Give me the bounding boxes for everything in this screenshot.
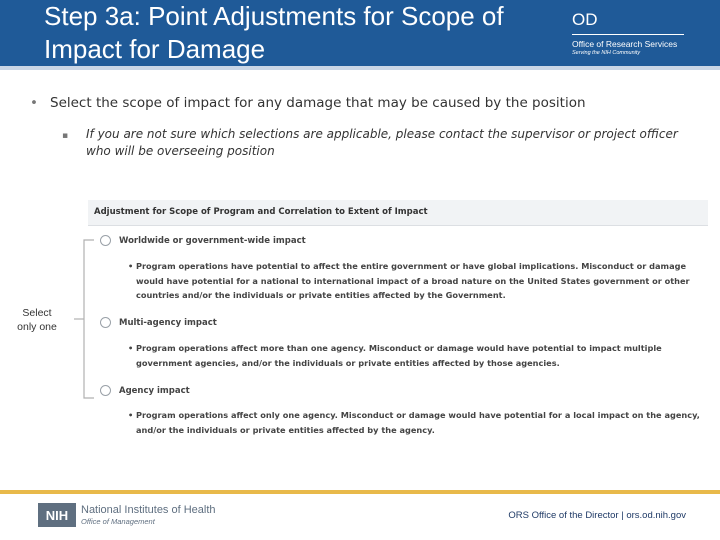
- ors-logo-tagline: Serving the NIH Community: [572, 50, 641, 56]
- bullet-square-icon: ▪: [62, 131, 69, 141]
- slide-title: Step 3a: Point Adjustments for Scope of Impact for Damage: [44, 1, 504, 64]
- nih-logo-mark: NIH: [38, 503, 76, 527]
- nih-logo-text: [81, 504, 216, 526]
- option-label[interactable]: Multi-agency impact: [119, 317, 217, 328]
- nih-logo-sub: Office of Management: [81, 517, 155, 526]
- slide-header: [0, 0, 720, 66]
- option-agency[interactable]: [100, 385, 190, 396]
- option-description-text: Program operations have potential to affect the entire government or have global implications. Misconduct or damage would have potential for a national to international impact of a broad nature on the United States government or other countries and/or the individuals or private entities affected by the Government.: [136, 261, 690, 300]
- panel-title: Adjustment for Scope of Program and Correlation to Extent of Impact: [94, 207, 428, 217]
- radio-unselected-icon[interactable]: [100, 385, 111, 396]
- option-description: [128, 259, 708, 303]
- ors-logo-rule: [572, 34, 684, 35]
- nih-logo-name: National Institutes of Health: [81, 504, 216, 516]
- option-description-text: Program operations affect only one agency. Misconduct or damage would have potential for a local impact on the agency, and/or the individuals or private entities affected by the agency.: [136, 410, 700, 435]
- bullet-dot-icon: •: [128, 343, 134, 353]
- ors-logo-abbr: OD: [572, 10, 598, 29]
- option-worldwide[interactable]: [100, 235, 306, 246]
- main-bullet-text: Select the scope of impact for any damage that may be caused by the position: [50, 95, 586, 111]
- ors-logo: [572, 10, 688, 57]
- header-divider: [0, 66, 720, 70]
- panel-header: [88, 200, 708, 226]
- option-label[interactable]: Agency impact: [119, 385, 190, 396]
- radio-unselected-icon[interactable]: [100, 235, 111, 246]
- bullet-dot-icon: •: [30, 95, 38, 111]
- bullet-dot-icon: •: [128, 261, 134, 271]
- nih-logo: [38, 503, 216, 527]
- option-label[interactable]: Worldwide or government-wide impact: [119, 235, 306, 246]
- radio-unselected-icon[interactable]: [100, 317, 111, 328]
- ors-logo-name: Office of Research Services: [572, 39, 678, 49]
- bracket-icon: [70, 239, 96, 399]
- option-description: [128, 341, 708, 370]
- select-only-one-label: Select only one: [17, 307, 57, 333]
- option-description: [128, 408, 708, 437]
- footer-divider: [0, 490, 720, 494]
- sub-bullet: [62, 126, 692, 160]
- option-description-text: Program operations affect more than one agency. Misconduct or damage would have potential to impact multiple government agencies, and/or the individuals or private entities affected by those agencies.: [136, 343, 662, 368]
- main-bullet: [30, 95, 710, 111]
- scope-impact-panel: [88, 200, 708, 440]
- bullet-dot-icon: •: [128, 410, 134, 420]
- sub-bullet-text: If you are not sure which selections are applicable, please contact the supervisor or project officer who will be overseeing position: [86, 127, 678, 158]
- option-multi-agency[interactable]: [100, 317, 217, 328]
- footer-credit: ORS Office of the Director | ors.od.nih.gov: [508, 510, 686, 521]
